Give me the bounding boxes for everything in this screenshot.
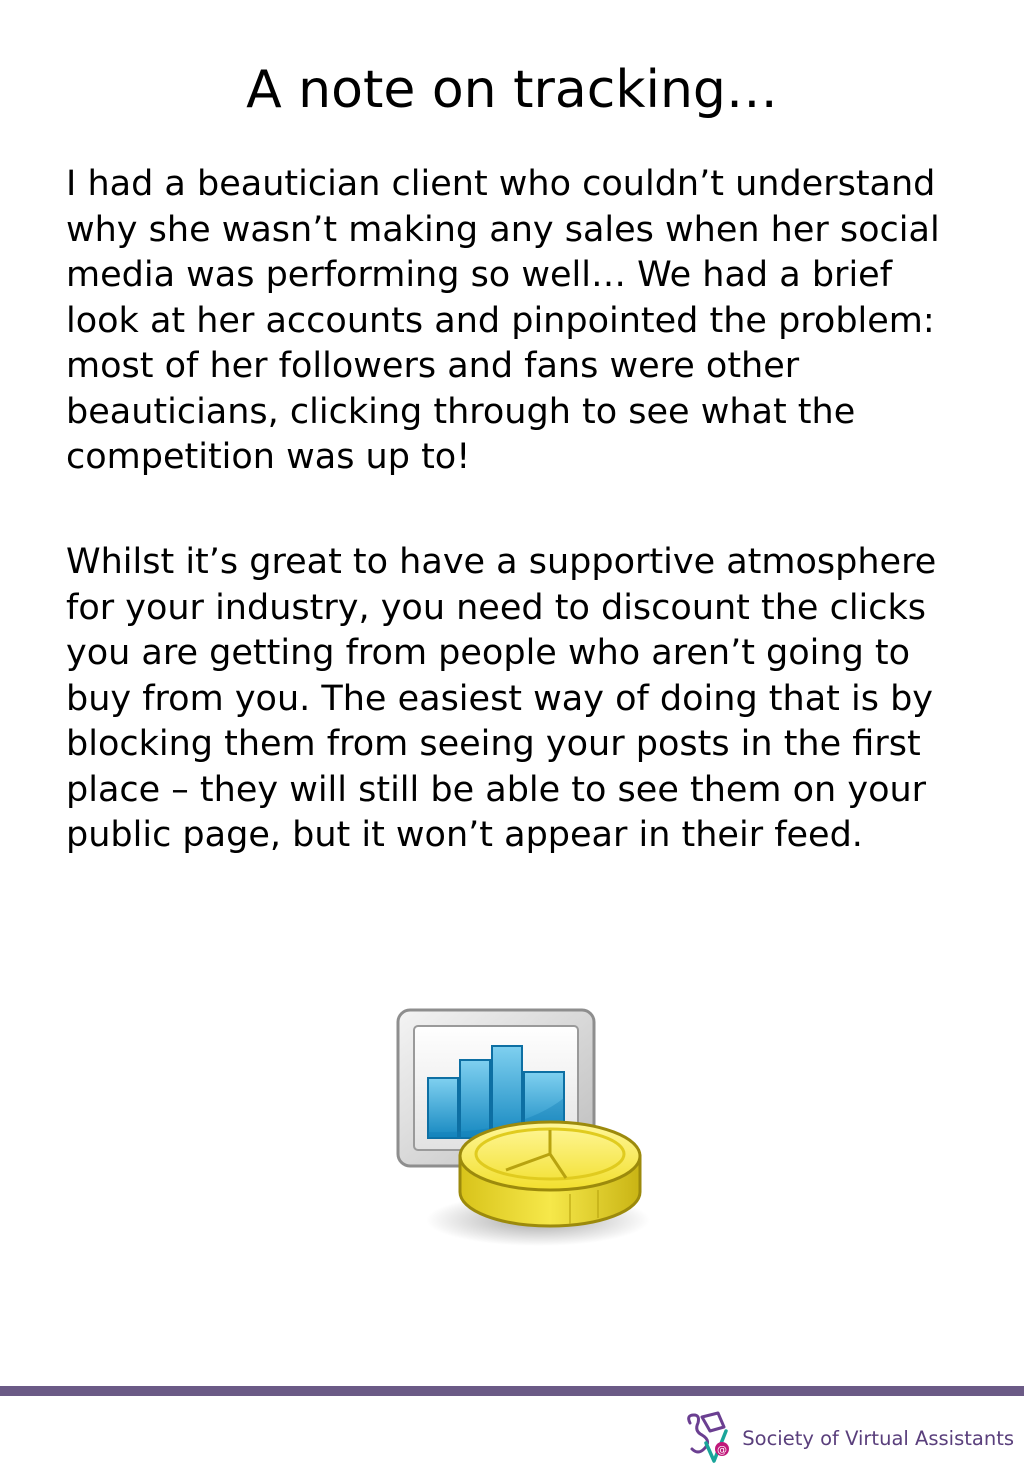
footer-divider [0, 1386, 1024, 1396]
body-paragraph-1: I had a beautician client who couldn’t understand why she wasn’t making any sales when her social media was performing so well… We had a brief look at her accounts and pinpointed the problem: most of her followers and fans were other beauticians, clicking through to see what the competition was up to! [66, 164, 940, 477]
organization-name: Society of Virtual Assistants [742, 1426, 1014, 1450]
body-paragraph-2: Whilst it’s great to have a supportive atmosphere for your industry, you need to discount the clicks you are getting from people who aren’t going to buy from you. The easiest way of doing that is by blocking them from seeing your posts in the first place – they will still be able to see them on your public page, but it won’t appear in their feed. [66, 542, 937, 855]
svg-text:@: @ [717, 1445, 728, 1456]
analytics-chart-icon [388, 1002, 650, 1254]
page-title: A note on tracking… [246, 60, 778, 120]
footer-logo [682, 1408, 1014, 1468]
society-logo-icon [682, 1409, 736, 1467]
